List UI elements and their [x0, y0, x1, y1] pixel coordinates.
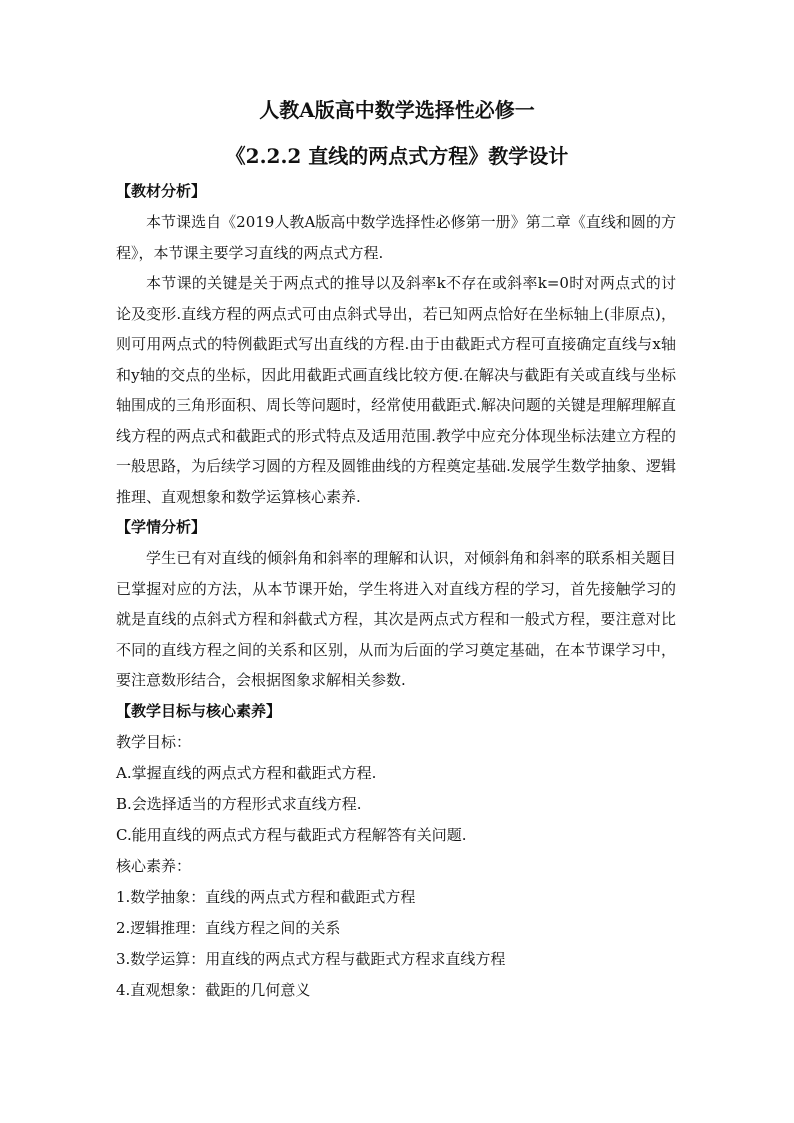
paragraph-textbook-source: 本节课选自《2019人教A版高中数学选择性必修第一册》第二章《直线和圆的方程》，本节课主要学习直线的两点式方程.	[116, 213, 676, 262]
teaching-goal-item: C.能用直线的两点式方程与截距式方程解答有关问题.	[116, 825, 467, 844]
core-literacy-item: 4.直观想象：截距的几何意义	[116, 980, 311, 999]
paragraph-textbook-key-points: 本节课的关键是关于两点式的推导以及斜率k不存在或斜率k=0时对两点式的讨论及变形.直线方程的两点式可由点斜式导出，若已知两点恰好在坐标轴上(非原点)，则可用两点式的特例截距式写出直线的方程.由于由截距式方程可直接确定直线与x轴和y轴的交点的坐标，因此用截距式画直线比较方便.在解决与截距有关或直线与坐标轴围成的三角形面积、周长等问题时，经常使用截距式.解决问题的关键是理解理解直线方程的两点式和截距式的形式特点及适用范围.教学中应充分体现坐标法建立方程的一般思路，为后续学习圆的方程及圆锥曲线的方程奠定基础.发展学生数学抽象、逻辑推理、直观想象和数学运算核心素养.	[116, 274, 676, 506]
core-literacy-item: 2.逻辑推理：直线方程之间的关系	[116, 918, 341, 937]
section-heading-textbook-analysis: 【教材分析】	[116, 182, 207, 200]
teaching-goal-item: A.掌握直线的两点式方程和截距式方程.	[116, 763, 377, 782]
paragraph-student-analysis: 学生已有对直线的倾斜角和斜率的理解和认识，对倾斜角和斜率的联系相关题目已掌握对应的方法，从本节课开始，学生将进入对直线方程的学习，首先接触学习的就是直线的点斜式方程和斜截式方程，其次是两点式方程和一般式方程，要注意对比不同的直线方程之间的关系和区别，从而为后面的学习奠定基础，在本节课学习中，要注意数形结合，会根据图象求解相关参数.	[116, 549, 676, 689]
document-title-line-2: 《2.2.2 直线的两点式方程》教学设计	[225, 144, 569, 168]
section-heading-goals: 【教学目标与核心素养】	[116, 701, 282, 720]
teaching-goals-label: 教学目标：	[116, 732, 192, 751]
core-literacy-label: 核心素养：	[116, 856, 192, 875]
document-body	[116, 176, 676, 1006]
section-heading-student-analysis: 【学情分析】	[116, 518, 207, 536]
core-literacy-item: 3.数学运算：用直线的两点式方程与截距式方程求直线方程	[116, 949, 506, 968]
core-literacy-item: 1.数学抽象：直线的两点式方程和截距式方程	[116, 887, 416, 906]
document-title-line-1: 人教A版高中数学选择性必修一	[259, 98, 535, 122]
teaching-goal-item: B.会选择适当的方程形式求直线方程.	[116, 794, 362, 813]
